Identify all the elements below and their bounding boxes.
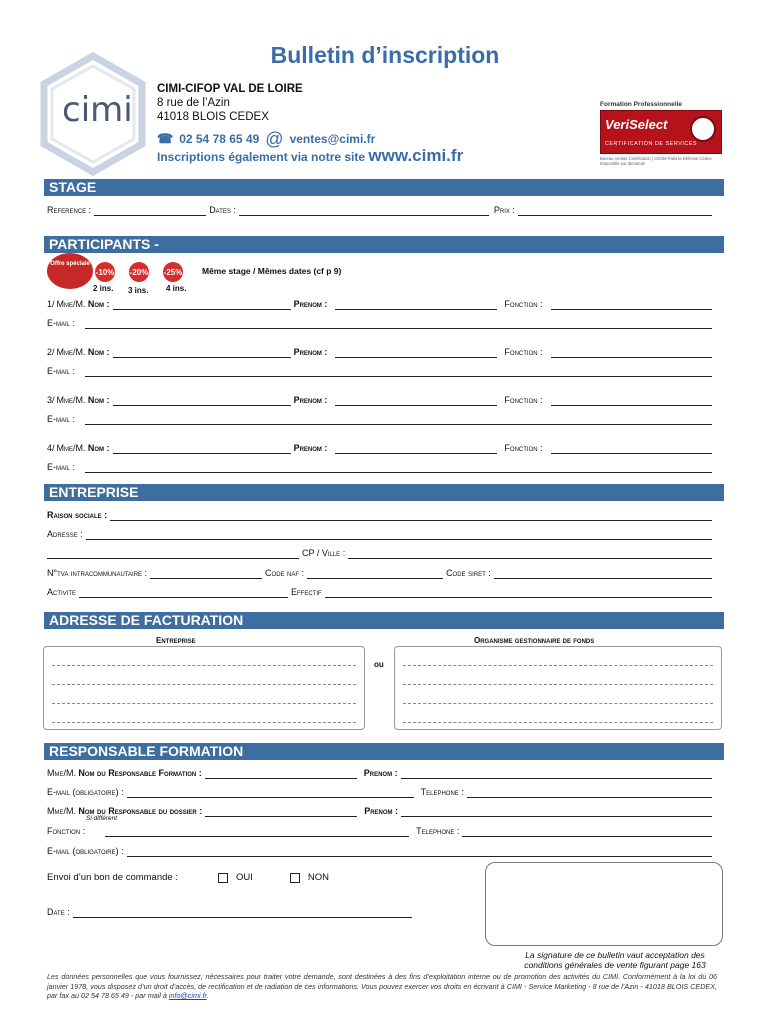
oui-checkbox[interactable] — [218, 873, 228, 883]
org-email[interactable]: ventes@cimi.fr — [289, 132, 376, 146]
discount-25 — [163, 262, 183, 282]
prenom-label: Prenom : — [293, 347, 328, 357]
participant-email-row — [47, 317, 715, 329]
naf-label: Code naf : — [265, 568, 305, 578]
envoi-label: Envoi d’un bon de commande : — [47, 872, 178, 883]
oui-label: OUI — [235, 872, 253, 883]
tva-label: N°tva intracommunautaire : — [47, 568, 148, 578]
cert-fine: Bureau Veritas Certification | OSSM Paris la Défense Cedex Disponible sur demande — [600, 156, 712, 166]
phone-icon: ☎ — [157, 131, 174, 146]
nom-resp-field[interactable] — [205, 771, 357, 779]
siret-label: Code siret : — [446, 568, 491, 578]
email-field[interactable] — [85, 417, 712, 425]
facturation-right-label: Organisme gestionnaire de fonds — [474, 636, 595, 645]
non-label: NON — [307, 872, 329, 883]
org-street: 8 rue de l’Azin — [157, 97, 230, 109]
nom-dossier-field[interactable] — [205, 809, 357, 817]
cp-row — [47, 547, 715, 559]
facturation-heading: ADRESSE DE FACTURATION — [44, 612, 724, 629]
resp-nom-row — [47, 767, 715, 779]
fonction-field[interactable] — [551, 398, 712, 406]
seal-icon — [690, 116, 716, 142]
discount-10 — [95, 262, 115, 282]
fonction-dossier-field[interactable] — [105, 829, 409, 837]
date-row — [47, 906, 415, 918]
telephone-label: Telephone : — [416, 826, 460, 836]
telephone-label: Telephone : — [420, 787, 464, 797]
cimi-logo — [38, 52, 148, 176]
participant-row — [47, 298, 715, 310]
org-city: 41018 BLOIS CEDEX — [157, 111, 269, 123]
cert-badge — [600, 110, 722, 154]
dates-label: Dates : — [209, 205, 236, 215]
email-field[interactable] — [85, 369, 712, 377]
responsable-heading: RESPONSABLE FORMATION — [44, 743, 724, 760]
participant-row — [47, 346, 715, 358]
email-label: E-mail : — [47, 366, 76, 376]
org-address — [157, 82, 303, 124]
participant-num: 1/ — [47, 299, 55, 309]
at-icon: @ — [265, 129, 284, 149]
facturation-left-label: Entreprise — [156, 636, 196, 645]
civ-label: Mme/M. — [56, 395, 86, 405]
adresse-field[interactable] — [86, 532, 712, 540]
prenom-label: Prenom : — [293, 299, 328, 309]
effectif-field[interactable] — [325, 590, 712, 598]
cert-subtitle: CERTIFICATION DE SERVICES — [605, 141, 698, 147]
fonction-label: Fonction : — [504, 299, 543, 309]
participant-num: 2/ — [47, 347, 55, 357]
nom-field[interactable] — [113, 398, 291, 406]
si-different-note: Si différent — [86, 815, 118, 822]
also-text: Inscriptions également via notre site — [157, 150, 366, 164]
org-website[interactable]: www.cimi.fr — [368, 146, 464, 165]
prenom-field[interactable] — [335, 398, 497, 406]
bon-commande-row — [47, 872, 329, 883]
nom-field[interactable] — [113, 446, 291, 454]
fonction-field[interactable] — [551, 446, 712, 454]
fonction-field[interactable] — [551, 302, 712, 310]
discount-label: 4 ins. — [166, 284, 187, 293]
footer-end: . — [206, 991, 209, 1000]
offer-badge: Offre spéciale — [47, 253, 93, 289]
resp-email-row — [47, 786, 715, 798]
prenom-field[interactable] — [335, 302, 497, 310]
activite-field[interactable] — [79, 590, 288, 598]
fonction-label: Fonction : — [504, 347, 543, 357]
raison-label: Raison sociale : — [47, 510, 108, 520]
dossier-fonction-row — [47, 825, 715, 837]
email-obl-label: E-mail (obligatoire) : — [47, 787, 124, 797]
civ-label: Mme/M. — [47, 768, 76, 778]
prenom-field[interactable] — [335, 446, 497, 454]
telephone-dossier-field[interactable] — [462, 829, 712, 837]
email-field[interactable] — [85, 321, 712, 329]
prenom-field[interactable] — [335, 350, 497, 358]
prenom-label: Prenom : — [363, 768, 398, 778]
participant-row — [47, 442, 715, 454]
prenom-dossier-field[interactable] — [401, 809, 712, 817]
cert-brand: VeriSelect — [605, 117, 668, 132]
contact-line — [157, 131, 375, 147]
adresse-row — [47, 528, 715, 540]
date-label: Date : — [47, 907, 70, 917]
fonction-label: Fonction : — [47, 826, 86, 836]
participant-row — [47, 394, 715, 406]
siret-field[interactable] — [494, 571, 712, 579]
nom-resp-label: Nom du Responsable Formation : — [78, 768, 202, 778]
civ-label: Mme/M. — [56, 443, 86, 453]
org-phone: 02 54 78 65 49 — [179, 132, 260, 146]
email-label: E-mail : — [47, 462, 76, 472]
dates-field[interactable] — [239, 208, 489, 216]
reference-field[interactable] — [94, 208, 206, 216]
email-obl-label: E-mail (obligatoire) : — [47, 846, 124, 856]
stage-row — [47, 204, 715, 216]
cp-label: CP / Ville : — [302, 548, 346, 558]
logo-text: cimi — [62, 90, 133, 130]
dossier-email-row — [47, 845, 715, 857]
page-title: Bulletin d’inscription — [270, 42, 500, 68]
tva-row — [47, 567, 715, 579]
raison-field[interactable] — [110, 513, 712, 521]
activite-row — [47, 586, 715, 598]
email-label: E-mail : — [47, 318, 76, 328]
discount-20 — [129, 262, 149, 282]
discount-pct: -25% — [163, 262, 183, 282]
signature-box[interactable] — [485, 862, 723, 946]
participant-email-row — [47, 365, 715, 377]
nom-dossier-label: Nom du Responsable du dossier : — [78, 806, 203, 816]
discount-badges — [95, 262, 183, 282]
facturation-organisme-box[interactable] — [394, 646, 722, 730]
also-line — [157, 146, 463, 166]
org-name: CIMI-CIFOP VAL DE LOIRE — [157, 83, 303, 95]
prix-field[interactable] — [518, 208, 712, 216]
email-label: E-mail : — [47, 414, 76, 424]
participant-email-row — [47, 461, 715, 473]
nom-label: Nom : — [87, 395, 110, 405]
adresse-field-2[interactable] — [47, 551, 299, 559]
signature-caption: La signature de ce bulletin vaut acceptation des conditions générales de vente figurant page 163 — [524, 950, 706, 970]
prenom-label: Prenom : — [293, 443, 328, 453]
participant-email-row — [47, 413, 715, 425]
entreprise-heading: ENTREPRISE — [44, 484, 724, 501]
dossier-nom-row — [47, 805, 715, 817]
fonction-field[interactable] — [551, 350, 712, 358]
email-field[interactable] — [85, 465, 712, 473]
participants-note: Même stage / Mêmes dates (cf p 9) — [202, 266, 342, 276]
date-field[interactable] — [73, 910, 412, 918]
footer-email-link[interactable]: info@cimi.fr — [168, 991, 207, 1000]
tva-field[interactable] — [150, 571, 262, 579]
raison-row — [47, 509, 715, 521]
naf-field[interactable] — [307, 571, 443, 579]
participant-num: 3/ — [47, 395, 55, 405]
civ-label: Mme/M. — [47, 806, 76, 816]
reference-label: Reference : — [47, 205, 92, 215]
footer-text: Les données personnelles que vous fournissez, nécessaires pour traiter votre demande, sont destinées à des fins d’exploitation interne ou de promotion des activités du CIMI. Conformément à la loi du 06 janvier 1978, vous disposez d’un droit d’accès, de rectification et de radiation de ces informations. Vous pouvez exercer vos droits en écrivant à CIMI - Service Marketing - 8 rue de l’Azin - 41018 BLOIS CEDEX, par fax au 02 54 78 65 49 - par mail à — [47, 972, 717, 1000]
email-resp-field[interactable] — [127, 790, 414, 798]
cert-caption: Formation Professionnelle — [600, 101, 682, 108]
discount-label: 3 ins. — [128, 286, 149, 295]
discount-pct: -20% — [129, 262, 149, 282]
facturation-entreprise-box[interactable] — [43, 646, 365, 730]
nom-label: Nom : — [87, 443, 110, 453]
cp-field[interactable] — [348, 551, 712, 559]
privacy-footer — [47, 972, 717, 1001]
activite-label: Activite — [47, 587, 77, 597]
participants-heading: PARTICIPANTS - — [44, 236, 724, 253]
prenom-resp-field[interactable] — [401, 771, 712, 779]
effectif-label: Effectif — [291, 587, 322, 597]
fonction-label: Fonction : — [504, 443, 543, 453]
stage-heading: STAGE — [44, 179, 724, 196]
participant-num: 4/ — [47, 443, 55, 453]
certification-logo — [600, 101, 722, 173]
nom-label: Nom : — [87, 299, 110, 309]
adresse-label: Adresse : — [47, 529, 83, 539]
prenom-label: Prenom : — [293, 395, 328, 405]
fonction-label: Fonction : — [504, 395, 543, 405]
email-dossier-field[interactable] — [127, 849, 712, 857]
prix-label: Prix : — [493, 205, 515, 215]
non-checkbox[interactable] — [290, 873, 300, 883]
civ-label: Mme/M. — [56, 299, 86, 309]
telephone-resp-field[interactable] — [467, 790, 712, 798]
civ-label: Mme/M. — [56, 347, 86, 357]
nom-label: Nom : — [87, 347, 110, 357]
nom-field[interactable] — [113, 302, 291, 310]
prenom-label: Prenom : — [364, 806, 399, 816]
discount-label: 2 ins. — [93, 284, 114, 293]
nom-field[interactable] — [113, 350, 291, 358]
ou-label: ou — [374, 660, 384, 669]
discount-pct: -10% — [95, 262, 115, 282]
